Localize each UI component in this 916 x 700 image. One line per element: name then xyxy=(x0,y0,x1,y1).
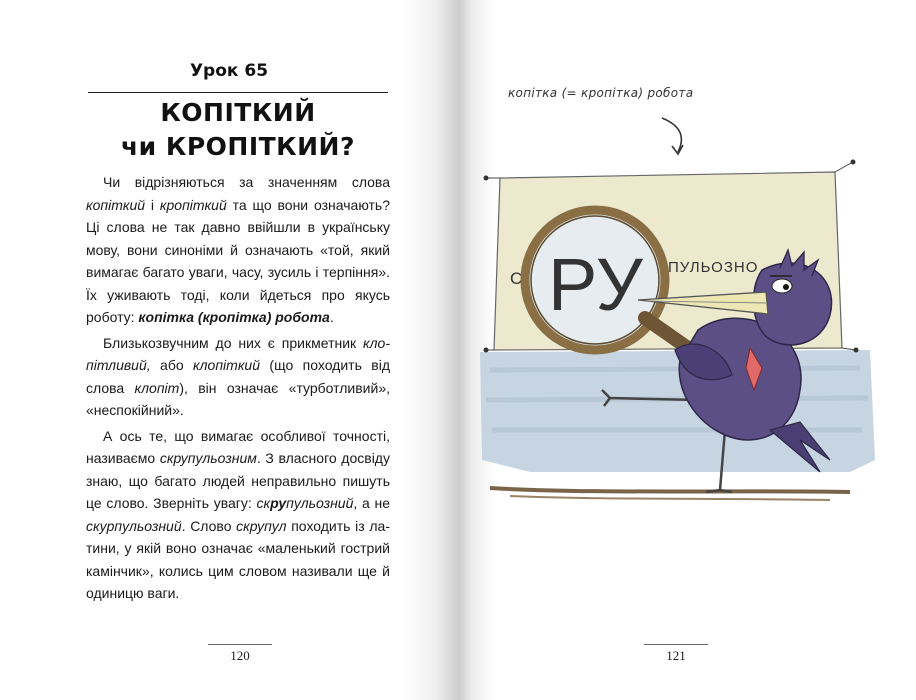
text-run: А ось те, що вимагає особливої точності, називаємо xyxy=(86,427,390,466)
illustration-caption: копітка (= кропітка) робота xyxy=(508,86,694,100)
text-run: клопіткий xyxy=(193,357,260,373)
text-run: копіткий xyxy=(86,196,146,213)
title-line-1: КОПІТКИЙ xyxy=(160,98,316,127)
text-run: клопіт xyxy=(134,379,180,396)
crow-with-magnifying-glass-icon xyxy=(470,100,880,510)
body-paragraph xyxy=(86,425,390,605)
text-run: , а не xyxy=(353,495,390,511)
text-run: скрупул xyxy=(236,517,287,534)
page-title xyxy=(0,96,476,164)
title-line-2: чи КРОПІТКИЙ? xyxy=(121,132,355,161)
body-paragraph xyxy=(86,171,390,329)
body-text xyxy=(86,171,390,608)
text-run: скурпульозний xyxy=(86,517,182,534)
magnified-text: РУ xyxy=(548,243,643,326)
text-run: і xyxy=(145,196,160,213)
text-run: кропіткий xyxy=(159,196,227,213)
title-rule xyxy=(88,92,388,93)
text-run: походить із латини, у якій воно означає «маленький гострий камінчик», колись цим словом називали ще й одиницю ваги. xyxy=(86,517,390,601)
footer-rule-left xyxy=(208,644,272,645)
text-run: та що вони означають? Ці слова не так давно ввійшли в українську мову, вони синоніми й означають «той, який вимагає багато уваги, часу, зусиль і терпіння». Їх уживають тоді, коли йдеться про якусь роботу: xyxy=(86,196,390,325)
text-run: ру xyxy=(270,495,287,511)
lesson-label: Урок 65 xyxy=(189,61,269,81)
banner-letter-left: С xyxy=(510,269,523,288)
body-paragraph xyxy=(86,332,390,422)
text-run: ), він означає «турботливий», «неспокійний». xyxy=(86,379,390,418)
text-run: (що походить від слова xyxy=(86,357,390,396)
page-number-right: 121 xyxy=(666,648,686,663)
text-run: . xyxy=(329,309,334,325)
text-run: копітка (кропітка) робота xyxy=(138,309,330,325)
text-run: пульозний xyxy=(286,495,354,511)
text-run: ск xyxy=(256,495,271,511)
text-run: Чи відрізняються за значенням слова xyxy=(103,174,390,190)
text-run: . З власного досвіду знаю, що багато людей неправильно пишуть це слово. Зверніть увагу: xyxy=(86,450,390,511)
footer-rule-right xyxy=(644,644,708,645)
text-run: або xyxy=(150,357,194,373)
banner-text-right: ПУЛЬОЗНО xyxy=(668,259,759,276)
text-run: клопітливий, xyxy=(86,334,390,373)
page-number-left: 120 xyxy=(230,648,250,663)
text-run: . Слово xyxy=(181,517,237,534)
text-run: Близькозвучним до них є прикметник xyxy=(103,334,364,351)
text-run: скрупульозним xyxy=(159,450,257,466)
